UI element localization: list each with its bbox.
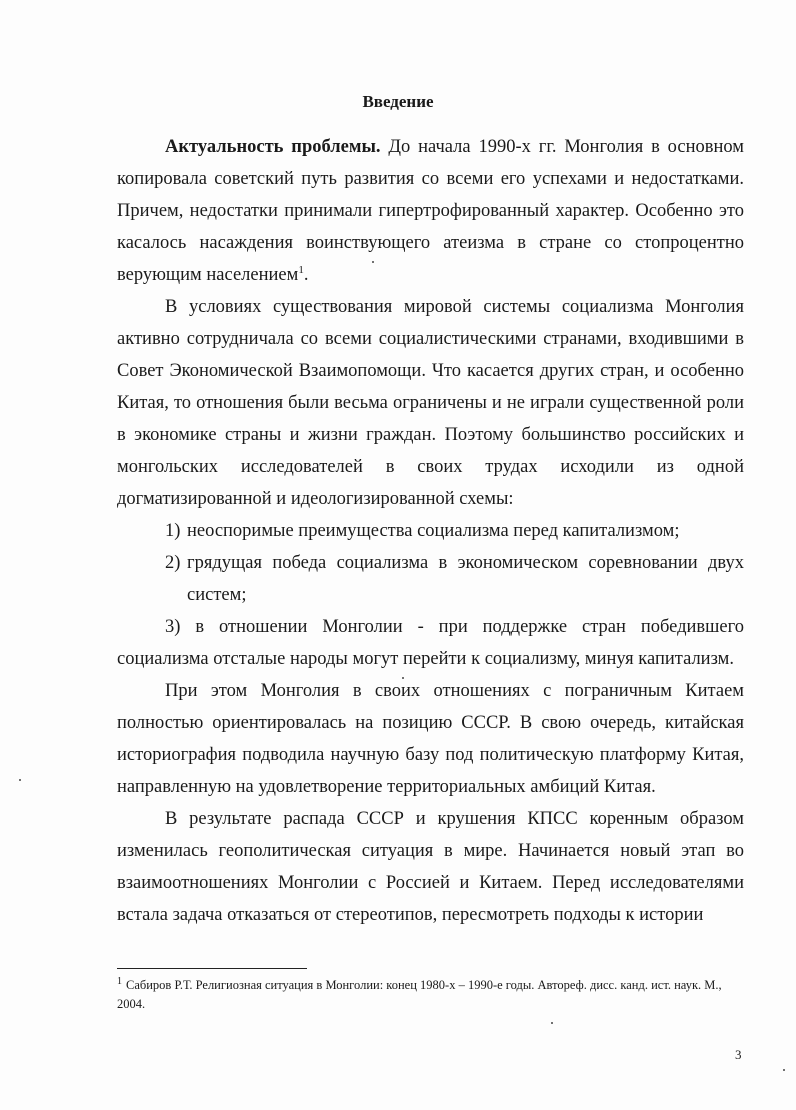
footnote-reference: 1 xyxy=(298,263,304,276)
page-number: 3 xyxy=(735,1047,742,1062)
paragraph-1-heading: Актуальность проблемы. xyxy=(165,137,381,157)
scan-speck xyxy=(402,677,404,679)
page-title: Введение xyxy=(362,92,434,111)
scan-speck xyxy=(19,779,21,781)
paragraph-2: В условиях существования мировой системы социализма Монголия активно сотрудничала со всеми социалистическими странами, входившими в Совет Экономической Взаимопомощи. Что касается других стран, и особенно Китая, то отношения были весьма ограничены и не играли существенной роли в экономике страны и жизни граждан. Поэтому большинство российских и монгольских исследователей в своих трудах исходили из одной догматизированной и идеологизированной схемы: xyxy=(117,297,744,509)
paragraph-1-end: . xyxy=(303,265,309,285)
scan-speck xyxy=(372,261,374,263)
list-item-text: грядущая победа социализма в экономическом соревновании двух систем; xyxy=(187,553,744,605)
scan-speck xyxy=(783,1069,785,1071)
body-text xyxy=(117,131,744,931)
footnote xyxy=(117,976,747,1014)
list-item-number: 2) xyxy=(165,553,181,573)
list-item-number: 1) xyxy=(165,521,181,541)
paragraph-1 xyxy=(117,131,744,291)
list-item xyxy=(117,547,744,611)
list-item xyxy=(117,515,744,547)
footnote-text: Сабиров Р.Т. Религиозная ситуация в Монголии: конец 1980-х – 1990-е годы. Автореф. дисс. канд. ист. наук. М., 2004. xyxy=(117,978,722,1011)
list-item-text: неоспоримые преимущества социализма перед капитализмом; xyxy=(187,521,680,541)
paragraph-1-text: До начала 1990-х гг. Монголия в основном копировала советский путь развития со всеми его успехами и недостатками. Причем, недостатки принимали гипертрофированный характер. Особенно это касалось насаждения воинствующего атеизма в стране со стопроцентно верующим населением xyxy=(117,137,744,285)
footnote-mark: 1 xyxy=(117,975,122,987)
footnote-divider xyxy=(117,968,307,969)
paragraph-5: В результате распада СССР и крушения КПСС коренным образом изменилась геополитическая ситуация в мире. Начинается новый этап во взаимоотношениях Монголии с Россией и Китаем. Перед исследователями встала задача отказаться от стереотипов, пересмотреть подходы к истории xyxy=(117,809,744,925)
scan-speck xyxy=(551,1022,553,1024)
paragraph-3: 3) в отношении Монголии - при поддержке стран победившего социализма отсталые народы могут перейти к социализму, минуя капитализм. xyxy=(117,617,744,669)
paragraph-4: При этом Монголия в своих отношениях с пограничным Китаем полностью ориентировалась на позицию СССР. В свою очередь, китайская историография подводила научную базу под политическую платформу Китая, направленную на удовлетворение территориальных амбиций Китая. xyxy=(117,681,744,797)
